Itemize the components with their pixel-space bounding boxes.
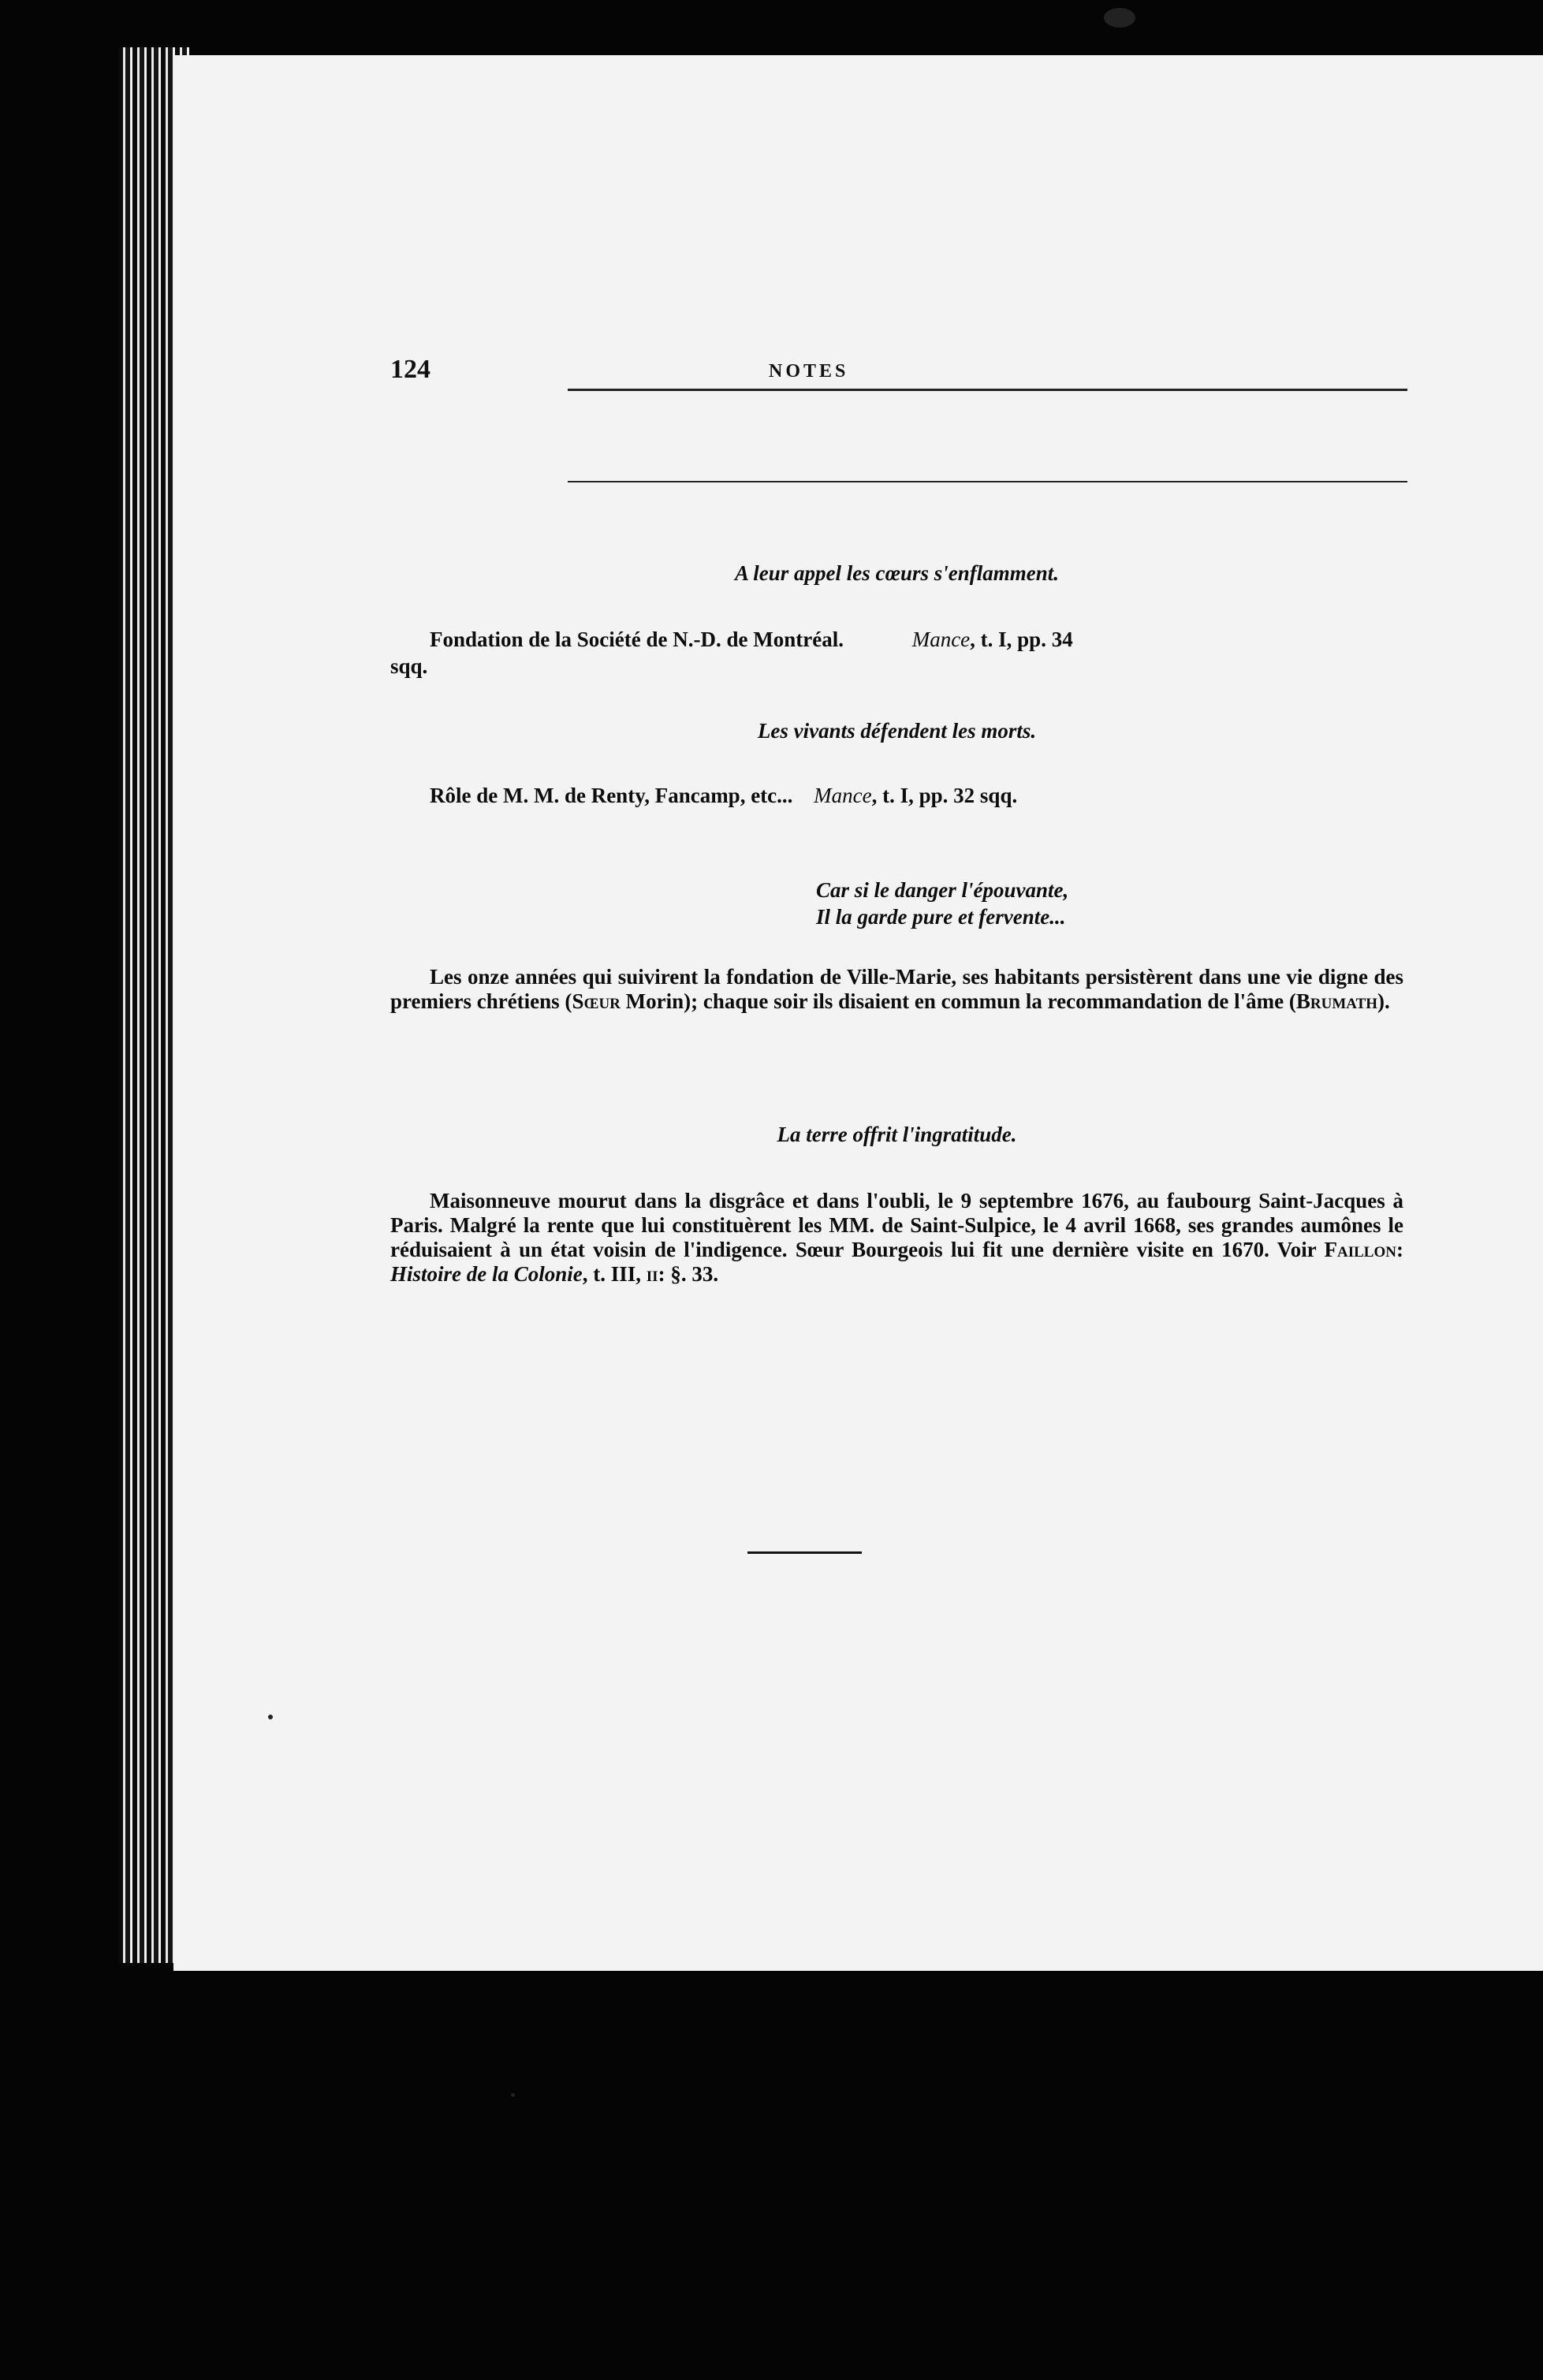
end-rule [747, 1551, 862, 1554]
header-rule-top [568, 389, 1407, 391]
small-caps-name: Brumath [1295, 989, 1378, 1013]
paragraph-text: : §. 33. [658, 1262, 719, 1286]
small-caps-name: Sœur [572, 989, 621, 1013]
note-entry [390, 628, 1403, 652]
small-caps-name: Faillon [1324, 1238, 1396, 1261]
verse-line: Il la garde pure et fervente... [816, 905, 1066, 929]
paragraph-text: , t. III, [582, 1262, 647, 1286]
paragraph-text: Maisonneuve mourut dans la disgrâce et dans l'oubli, le 9 septembre 1676, au faubourg Saint-Jacques à Paris. Malgré la rente que lui constituèrent les MM. de Saint-Sulpice, le 4 avril 1668, ses grandes aumônes le réduisaient à un état voisin de l'indigence. Sœur Bourgeois lui fit une dernière visite en 1670. Voir [390, 1189, 1403, 1261]
note-body: Rôle de M. M. de Renty, Fancamp, etc... [430, 784, 793, 807]
section-heading: A leur appel les cœurs s'enflamment. [734, 561, 1060, 585]
speck [268, 1715, 273, 1719]
small-caps-numeral: ii [646, 1262, 658, 1286]
section-heading: La terre offrit l'ingratitude. [777, 1123, 1017, 1146]
paragraph [390, 1189, 1403, 1287]
paragraph-text: Morin); chaque soir ils disaient en commun la recommandation de l'âme ( [620, 989, 1296, 1013]
section-heading: Les vivants défendent les morts. [757, 719, 1037, 743]
reference-author: Mance [911, 628, 971, 651]
verse-line: Car si le danger l'épouvante, [816, 878, 1069, 902]
header-rule-bottom [568, 481, 1407, 482]
speck [1104, 8, 1135, 28]
speck [511, 2093, 515, 2097]
book-title: Histoire de la Colonie [390, 1262, 583, 1286]
note-entry [390, 784, 1403, 808]
note-continuation: sqq. [390, 654, 428, 678]
reference-detail: , t. I, pp. 34 [970, 628, 1073, 651]
note-body: Fondation de la Société de N.-D. de Montréal. [430, 628, 844, 651]
page-title: NOTES [769, 361, 849, 382]
paragraph-text: : [1396, 1238, 1403, 1261]
reference-detail: , t. I, pp. 32 sqq. [871, 784, 1018, 807]
paragraph-text: Les onze années qui suivirent la fondation de Ville-Marie, ses habitants persistèrent dans une vie digne des premiers chrétiens ( [390, 965, 1403, 1013]
page-number: 124 [390, 355, 430, 384]
paragraph [390, 965, 1403, 1014]
reference-author: Mance [814, 784, 872, 807]
paragraph-text: ). [1377, 989, 1390, 1013]
